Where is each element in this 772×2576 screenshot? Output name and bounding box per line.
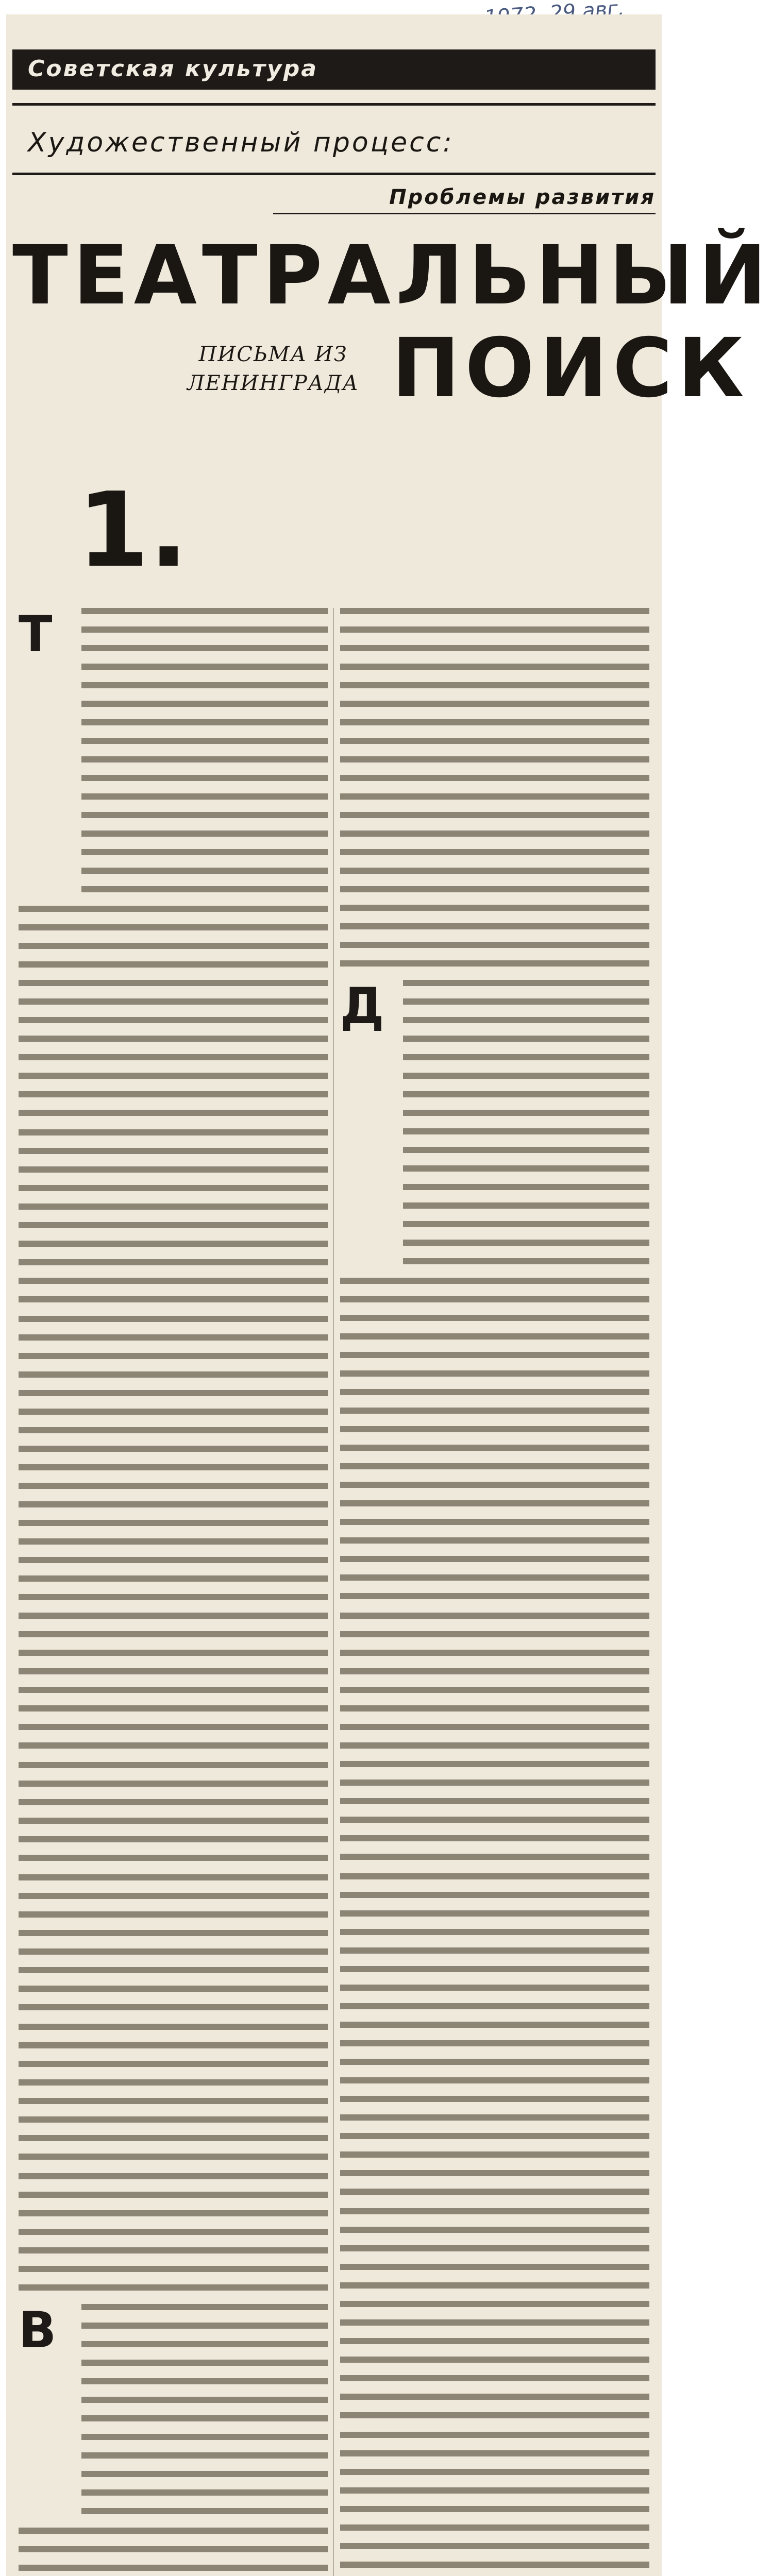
paragraph-text-placeholder: [340, 1613, 649, 1860]
paragraph-text-placeholder: [19, 1874, 328, 2010]
paragraph-text-placeholder: [340, 1873, 649, 2195]
section-sub-rubric: [273, 185, 656, 214]
sub-rubric-text: Проблемы развития: [389, 185, 656, 209]
paragraph-text-placeholder: [403, 980, 649, 1264]
left-column-paragraph: [19, 1762, 328, 1861]
right-column-paragraph: [340, 2208, 649, 2418]
drop-cap: Д: [340, 977, 384, 1035]
paragraph-text-placeholder: [19, 2024, 328, 2160]
paragraph-text-placeholder: [19, 1762, 328, 1861]
paragraph-text-placeholder: [81, 608, 328, 892]
right-column-paragraph: [340, 977, 649, 1264]
paragraph-text-placeholder: [19, 2528, 328, 2576]
newspaper-title: Советская культура: [28, 56, 318, 82]
right-column-paragraph: [340, 608, 649, 967]
left-column-paragraph: [19, 605, 328, 892]
left-column-paragraph: [19, 2173, 328, 2291]
drop-cap: В: [19, 2301, 57, 2359]
section-rubric: [12, 103, 656, 175]
left-column-paragraph: [19, 2301, 328, 2514]
drop-cap: Т: [19, 605, 53, 663]
column-divider: [333, 608, 334, 2576]
rubric-text: Художественный процесс:: [28, 127, 454, 158]
right-column-paragraph: [340, 2432, 649, 2568]
left-column-paragraph: [19, 906, 328, 1116]
right-column-paragraph: [340, 1613, 649, 1860]
paragraph-text-placeholder: [81, 2304, 328, 2514]
letters-subtitle: ПИСЬМА ИЗ ЛЕНИНГРАДА: [187, 343, 359, 395]
paragraph-text-placeholder: [19, 1316, 328, 1749]
left-column-paragraph: [19, 2528, 328, 2576]
left-column-paragraph: [19, 1316, 328, 1749]
article-column-right: [340, 608, 649, 2576]
article-title-line-2: ПОИСК: [392, 321, 749, 416]
paragraph-text-placeholder: [340, 608, 649, 967]
newspaper-banner: [12, 49, 656, 90]
paragraph-text-placeholder: [340, 2432, 649, 2568]
paragraph-text-placeholder: [19, 2173, 328, 2291]
article-title-line-1: ТЕАТРАЛЬНЫЙ: [12, 228, 772, 323]
paragraph-text-placeholder: [340, 1278, 649, 1599]
left-column-paragraph: [19, 1874, 328, 2010]
right-column-paragraph: [340, 1278, 649, 1599]
left-column-paragraph: [19, 1129, 328, 1302]
paragraph-text-placeholder: [19, 1129, 328, 1302]
paragraph-text-placeholder: [19, 906, 328, 1116]
left-column-paragraph: [19, 2024, 328, 2160]
paragraph-text-placeholder: [340, 2208, 649, 2418]
right-column-paragraph: [340, 1873, 649, 2195]
article-column-left: [19, 605, 328, 2576]
section-number: 1.: [77, 470, 189, 590]
